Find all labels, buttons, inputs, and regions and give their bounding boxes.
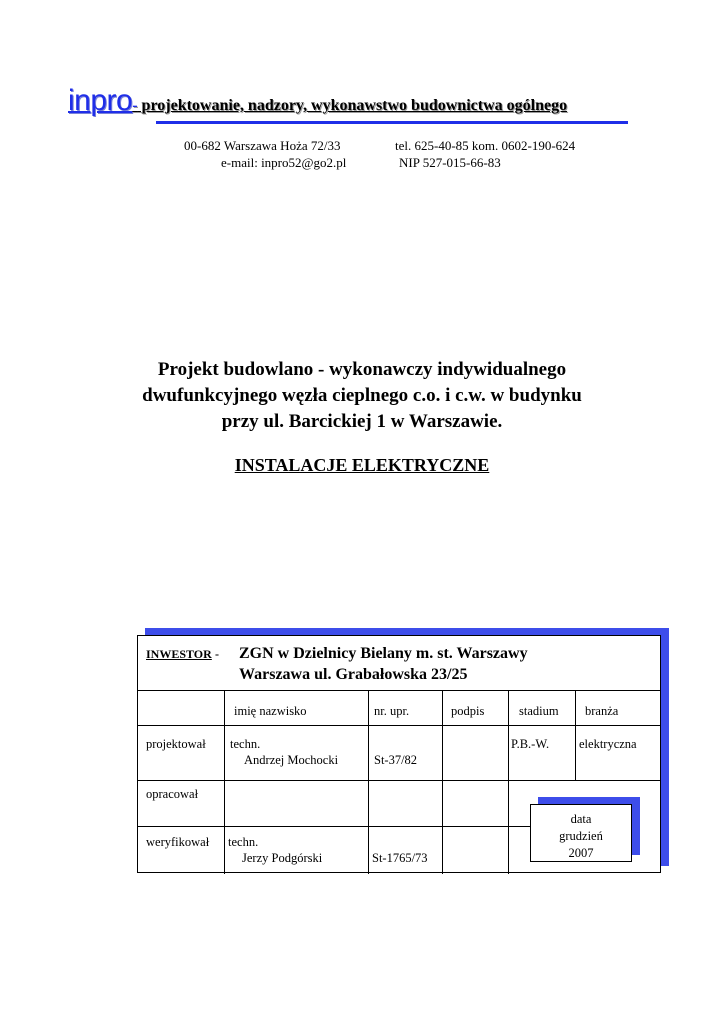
logo-dash: - xyxy=(132,97,138,114)
table-rule xyxy=(442,690,443,874)
header-signature: podpis xyxy=(451,704,485,718)
company-nip: NIP 527-015-66-83 xyxy=(399,155,501,170)
date-year: 2007 xyxy=(568,846,594,860)
table-rule xyxy=(508,690,509,874)
investor-label: INWESTOR xyxy=(146,647,212,661)
investor-line-2: Warszawa ul. Grabałowska 23/25 xyxy=(239,666,468,683)
company-header xyxy=(68,84,567,124)
header-rule xyxy=(156,121,628,124)
table-rule xyxy=(138,780,660,781)
header-number: nr. upr. xyxy=(374,704,410,718)
company-logo: inpro xyxy=(68,84,133,117)
row-number: St-37/82 xyxy=(374,753,418,767)
investor-label-wrap xyxy=(146,647,219,662)
row-stage: P.B.-W. xyxy=(511,737,550,751)
investor-line-1: ZGN w Dzielnicy Bielany m. st. Warszawy xyxy=(239,645,528,662)
investor-dash: - xyxy=(214,647,219,661)
project-title-line-2: dwufunkcyjnego węzła cieplnego c.o. i c.w. w budynku xyxy=(142,385,582,406)
row-name: Andrzej Mochocki xyxy=(244,753,339,767)
date-label: data xyxy=(570,812,592,826)
project-title-line-1: Projekt budowlano - wykonawczy indywidualnego xyxy=(157,359,567,380)
project-title xyxy=(0,357,724,435)
table-rule xyxy=(138,725,660,726)
table-shadow-corner xyxy=(145,628,153,635)
row-title: techn. xyxy=(228,835,259,849)
table-rule xyxy=(138,690,660,691)
table-shadow-top xyxy=(145,628,669,635)
header-stage: stadium xyxy=(519,704,559,718)
table-rule xyxy=(224,690,225,874)
company-email: e-mail: inpro52@go2.pl xyxy=(221,155,347,170)
row-role: projektował xyxy=(146,737,206,751)
row-number: St-1765/73 xyxy=(372,851,428,865)
project-title-line-3: przy ul. Barcickiej 1 w Warszawie. xyxy=(221,411,503,432)
date-month: grudzień xyxy=(559,829,603,843)
row-branch: elektryczna xyxy=(579,737,637,751)
company-phone: tel. 625-40-85 kom. 0602-190-624 xyxy=(395,138,576,153)
header-name: imię nazwisko xyxy=(234,704,307,718)
row-title: techn. xyxy=(230,737,261,751)
table-rule xyxy=(368,690,369,874)
table-shadow-right xyxy=(661,628,669,866)
table-rule xyxy=(575,690,576,780)
date-box xyxy=(530,804,632,862)
row-role: opracował xyxy=(146,787,199,801)
table-rule xyxy=(138,826,530,827)
header-branch: branża xyxy=(585,704,619,718)
company-tagline: projektowanie, nadzory, wykonawstwo budownictwa ogólnego xyxy=(137,97,568,114)
row-name: Jerzy Podgórski xyxy=(242,851,323,865)
row-role: weryfikował xyxy=(146,835,210,849)
document-subtitle: INSTALACJE ELEKTRYCZNE xyxy=(234,455,490,475)
company-address: 00-682 Warszawa Hoża 72/33 xyxy=(184,138,341,153)
